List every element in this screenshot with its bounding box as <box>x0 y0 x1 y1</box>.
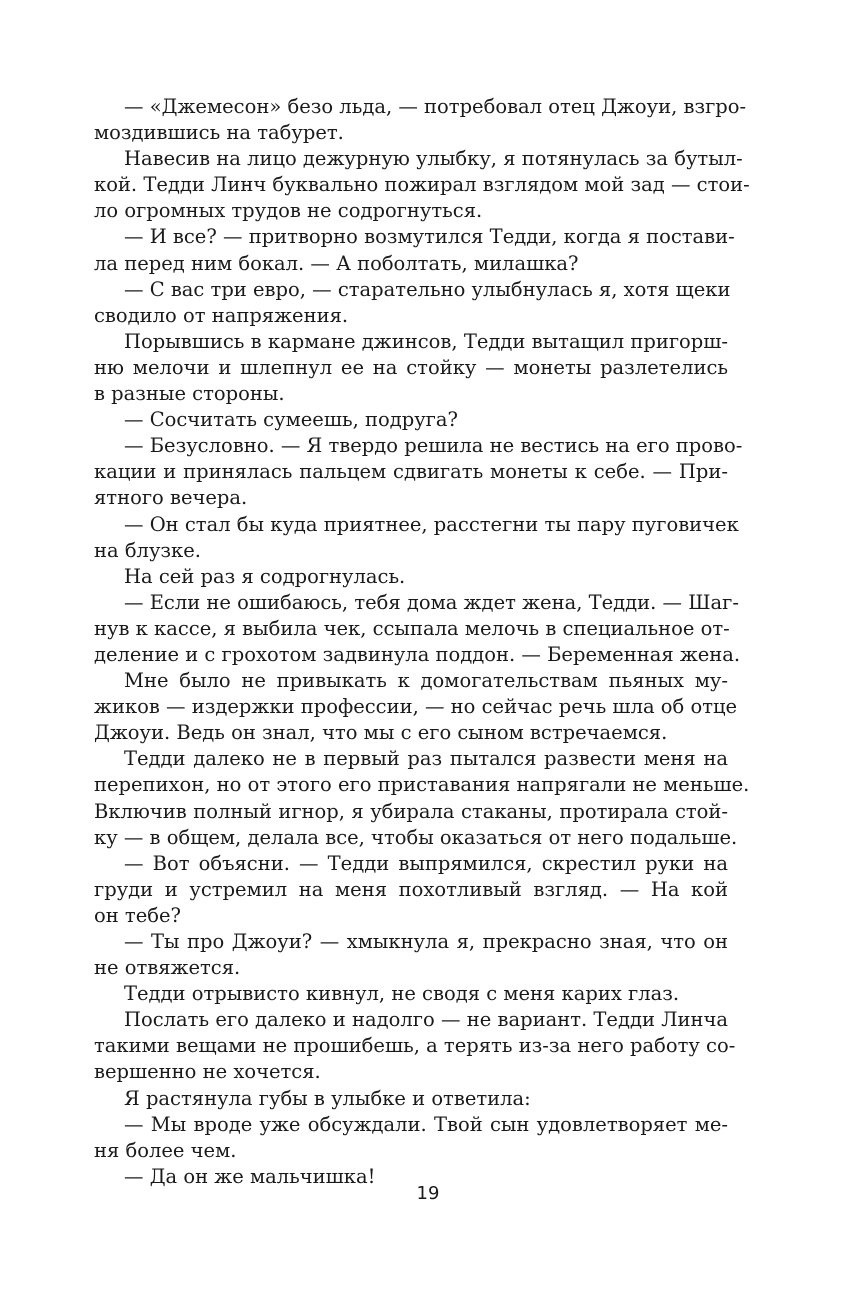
text-line: в разные стороны. <box>94 382 285 406</box>
text-line: ку — в общем, делала все, чтобы оказаться от него подальше. <box>94 825 738 849</box>
text-line: моздившись на табурет. <box>94 121 344 145</box>
text-line: Послать его далеко и надолго — не вариант. Тедди Линча <box>124 1008 728 1032</box>
text-line: груди и устремил на меня похотливый взгляд. — На кой <box>94 877 728 901</box>
text-line: кации и принялась пальцем сдвигать монеты к себе. — При- <box>94 460 728 484</box>
text-line: — С вас три евро, — старательно улыбнулась я, хотя щеки <box>124 277 731 301</box>
text-line: Тедди далеко не в первый раз пытался развести меня на <box>124 747 728 771</box>
text-line: — Если не ошибаюсь, тебя дома ждет жена, Тедди. — Шаг- <box>124 590 739 614</box>
text-line: жиков — издержки профессии, — но сейчас речь шла об отце <box>94 695 738 719</box>
text-line: вершенно не хочется. <box>94 1060 321 1084</box>
page-number: 19 <box>416 1183 440 1204</box>
text-line: На сей раз я содрогнулась. <box>124 564 406 588</box>
text-line: Я растянула губы в улыбке и ответила: <box>124 1086 531 1110</box>
text-line: перепихон, но от этого его приставания напрягали не меньше. <box>94 773 750 797</box>
text-line: такими вещами не прошибешь, а терять из-за него работу со- <box>94 1034 736 1058</box>
text-line: нув к кассе, я выбила чек, ссыпала мелочь в специальное от- <box>94 616 730 640</box>
text-line: кой. Тедди Линч буквально пожирал взглядом мой зад — стои- <box>94 173 750 197</box>
text-line: — «Джемесон» безо льда, — потребовал отец Джоуи, взгро- <box>124 95 747 118</box>
body-text <box>94 94 750 1190</box>
text-line: — Да он же мальчишка! <box>124 1164 376 1188</box>
text-line: деление и с грохотом задвинула поддон. — Беременная жена. <box>94 642 741 666</box>
text-line: — Вот объясни. — Тедди выпрямился, скрестил руки на <box>124 851 728 875</box>
text-line: — И все? — притворно возмутился Тедди, когда я постави- <box>124 225 735 249</box>
text-line: — Безусловно. — Я твердо решила не вестись на его прово- <box>124 434 743 458</box>
text-line: сводило от напряжения. <box>94 303 349 327</box>
text-line: ло огромных трудов не содрогнуться. <box>94 199 483 223</box>
text-line: — Ты про Джоуи? — хмыкнула я, прекрасно зная, что он <box>124 930 728 953</box>
text-line: — Он стал бы куда приятнее, расстегни ты пару пуговичек <box>124 512 739 536</box>
text-line: — Мы вроде уже обсуждали. Твой сын удовлетворяет ме- <box>124 1112 728 1136</box>
text-line: Тедди отрывисто кивнул, не сводя с меня карих глаз. <box>124 982 680 1006</box>
text-line: Включив полный игнор, я убирала стаканы, протирала стой- <box>94 799 728 823</box>
text-line: не отвяжется. <box>94 956 241 980</box>
text-line: Навесив на лицо дежурную улыбку, я потянулась за бутыл- <box>124 147 743 171</box>
text-line: ню мелочи и шлепнул ее на стойку — монеты разлетелись <box>94 355 728 379</box>
text-line: — Сосчитать сумеешь, подруга? <box>124 408 458 432</box>
text-line: ла перед ним бокал. — А поболтать, милашка? <box>94 251 579 275</box>
text-line: на блузке. <box>94 538 201 562</box>
text-line: Порывшись в кармане джинсов, Тедди вытащил пригорш- <box>124 329 728 353</box>
text-line: Мне было не привыкать к домогательствам пьяных му- <box>124 669 728 693</box>
text-line: он тебе? <box>94 903 181 927</box>
text-line: ятного вечера. <box>94 486 248 510</box>
text-line: Джоуи. Ведь он знал, что мы с его сыном встречаемся. <box>94 721 668 745</box>
text-line: ня более чем. <box>94 1138 237 1162</box>
